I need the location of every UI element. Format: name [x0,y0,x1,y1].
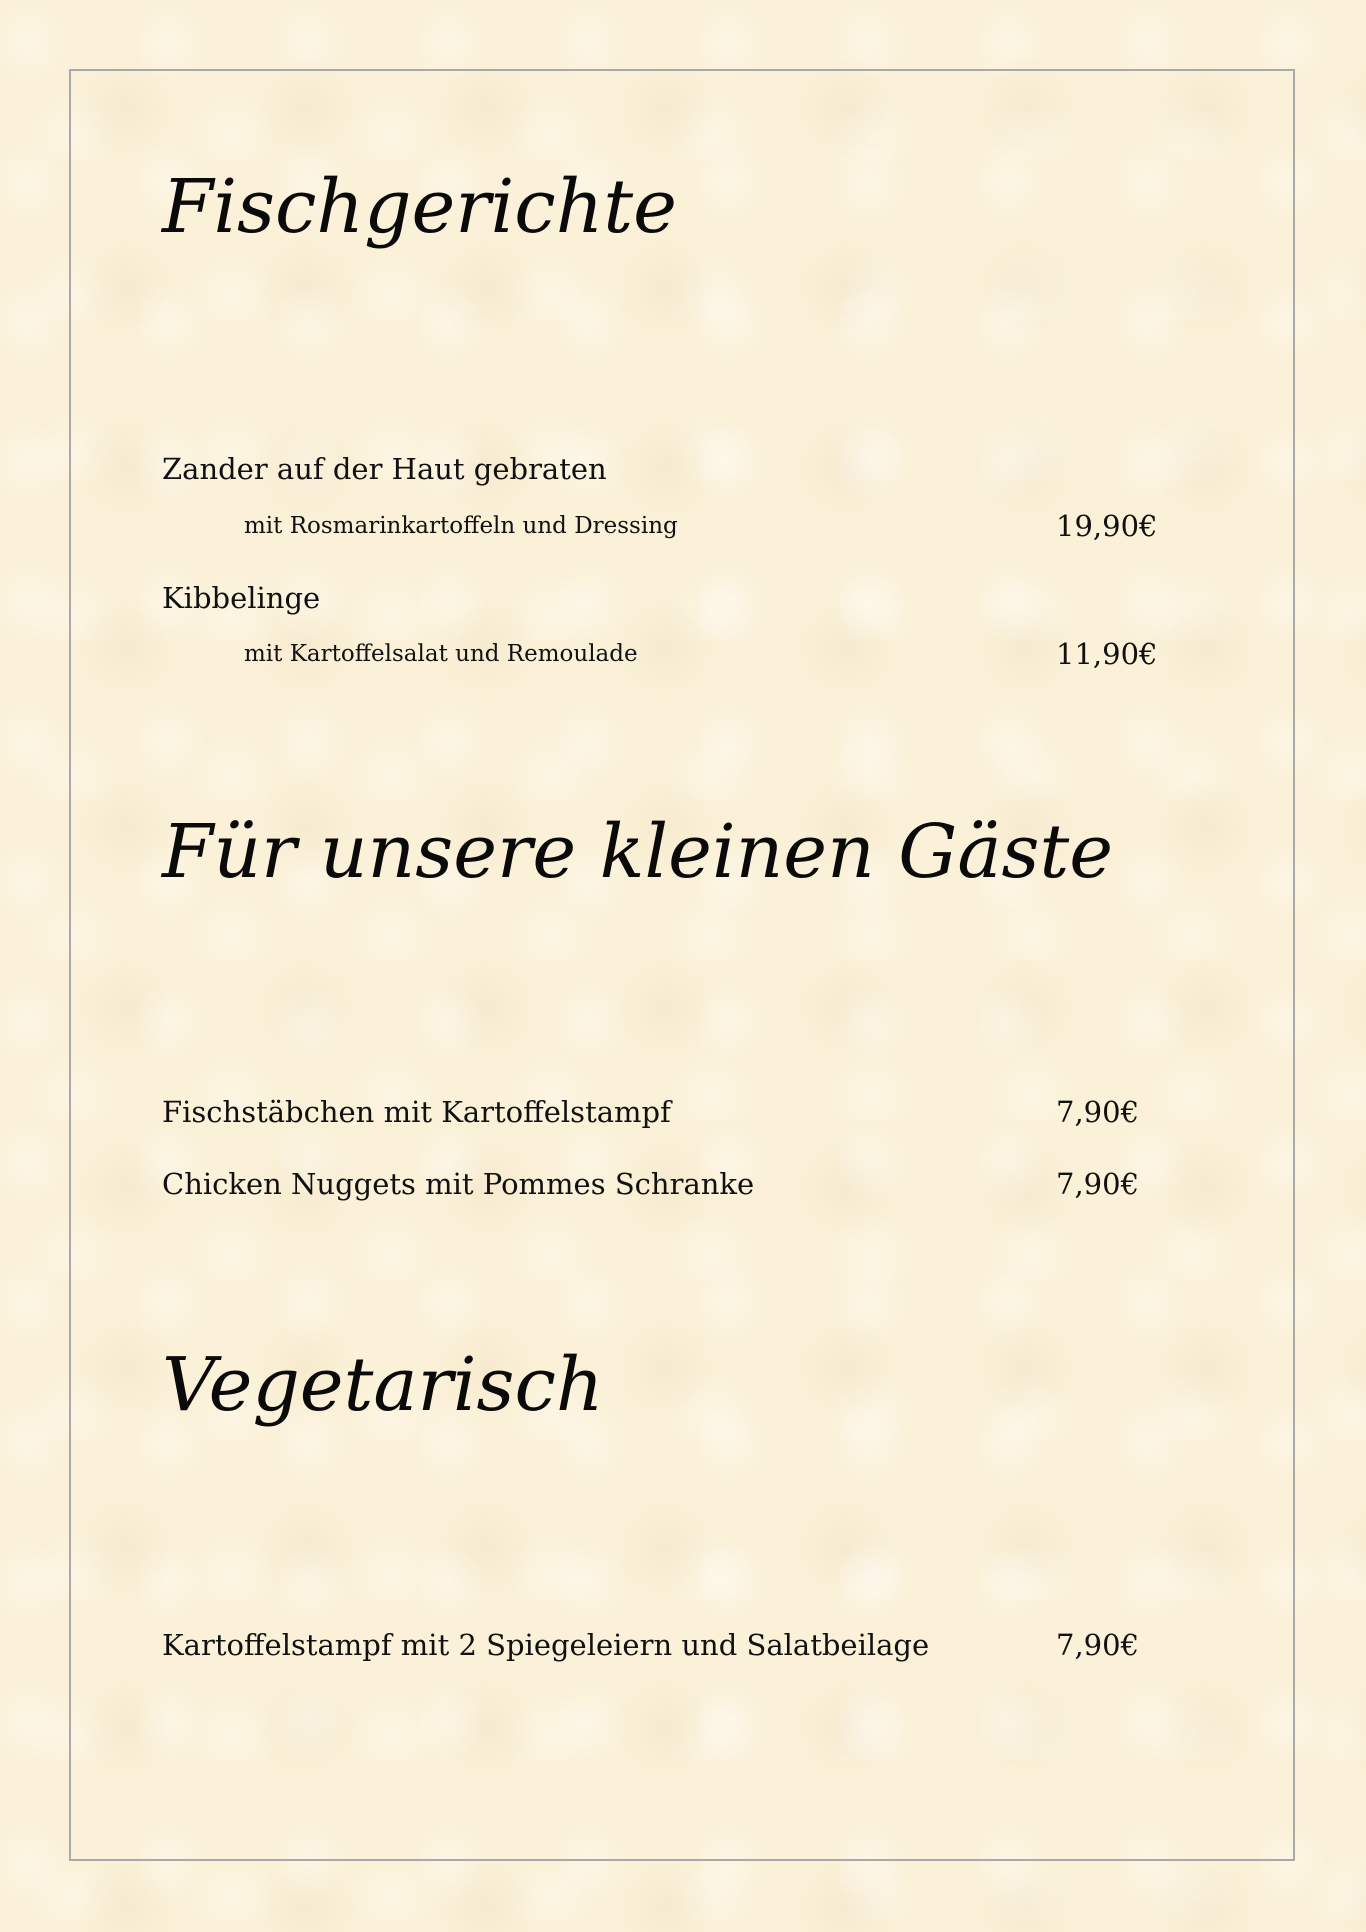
menu-item-name: Kartoffelstampf mit 2 Spiegeleiern und Salatbeilage [162,1628,930,1662]
menu-item-name: Fischstäbchen mit Kartoffelstampf [162,1095,671,1129]
menu-item-price: 19,90€ [1056,509,1158,543]
menu-item-price: 11,90€ [1056,637,1158,671]
menu-item-description: mit Kartoffelsalat und Remoulade [244,641,638,667]
page-border [69,69,1295,1861]
menu-item-name: Chicken Nuggets mit Pommes Schranke [162,1167,755,1201]
menu-item-name: Kibbelinge [162,581,321,615]
section-title-kinder: Für unsere kleinen Gäste [162,809,1114,895]
menu-item-description: mit Rosmarinkartoffeln und Dressing [244,513,678,539]
menu-item-price: 7,90€ [1056,1095,1140,1129]
section-title-vegetarisch: Vegetarisch [162,1342,604,1428]
section-title-fischgerichte: Fischgerichte [162,164,677,250]
menu-item-price: 7,90€ [1056,1167,1140,1201]
menu-item-name: Zander auf der Haut gebraten [162,452,607,486]
menu-item-price: 7,90€ [1056,1628,1140,1662]
